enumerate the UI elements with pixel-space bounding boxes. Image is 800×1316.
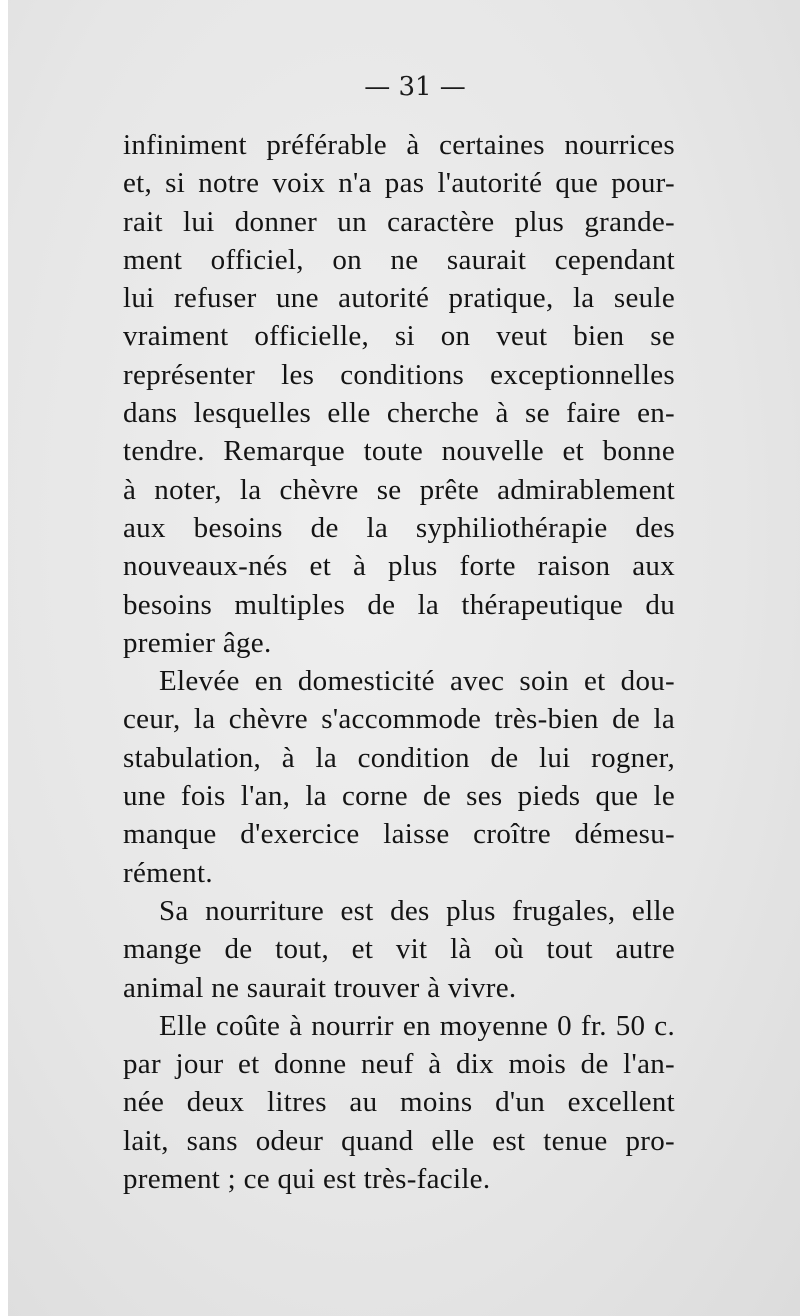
text-line: mange de tout, et vit là où tout autre xyxy=(123,933,675,966)
paragraph-start-line: Sa nourriture est des plus frugales, elle xyxy=(159,894,675,927)
text-line: lait, sans odeur quand elle est tenue pro- xyxy=(123,1124,675,1157)
text-line: représenter les conditions exceptionnelles xyxy=(123,358,675,391)
text-line: ceur, la chèvre s'accommode très-bien de la xyxy=(123,703,675,736)
text-line: prement ; ce qui est très-facile. xyxy=(123,1163,491,1196)
text-line: par jour et donne neuf à dix mois de l'an- xyxy=(123,1048,675,1081)
text-line: ment officiel, on ne saurait cependant xyxy=(123,243,675,276)
paragraph-start-line: Elevée en domesticité avec soin et dou- xyxy=(159,665,675,698)
text-line: stabulation, à la condition de lui rogner, xyxy=(123,741,675,774)
text-line: premier âge. xyxy=(123,626,272,659)
text-line: animal ne saurait trouver à vivre. xyxy=(123,971,517,1004)
page-edge xyxy=(0,0,8,1316)
text-line: lui refuser une autorité pratique, la seule xyxy=(123,282,675,315)
paragraph-start-line: Elle coûte à nourrir en moyenne 0 fr. 50 c. xyxy=(159,1009,675,1042)
text-line: infiniment préférable à certaines nourrices xyxy=(123,129,675,161)
body-text xyxy=(123,126,675,1198)
text-line: dans lesquelles elle cherche à se faire en- xyxy=(123,397,675,430)
text-line: nouveaux-nés et à plus forte raison aux xyxy=(123,550,675,583)
page-number: — 31 — xyxy=(364,72,466,102)
text-line: née deux litres au moins d'un excellent xyxy=(123,1086,675,1119)
text-line: tendre. Remarque toute nouvelle et bonne xyxy=(123,435,675,468)
text-line: à noter, la chèvre se prête admirablement xyxy=(123,473,675,506)
text-line: vraiment officielle, si on veut bien se xyxy=(123,320,675,353)
text-line: aux besoins de la syphiliothérapie des xyxy=(123,511,675,544)
text-line: besoins multiples de la thérapeutique du xyxy=(123,588,675,621)
text-line: manque d'exercice laisse croître démesu- xyxy=(123,818,675,851)
text-line: rait lui donner un caractère plus grande- xyxy=(123,205,675,238)
text-line: rément. xyxy=(123,856,213,889)
text-line: une fois l'an, la corne de ses pieds que le xyxy=(123,780,675,813)
text-line: et, si notre voix n'a pas l'autorité que pour- xyxy=(123,167,675,200)
